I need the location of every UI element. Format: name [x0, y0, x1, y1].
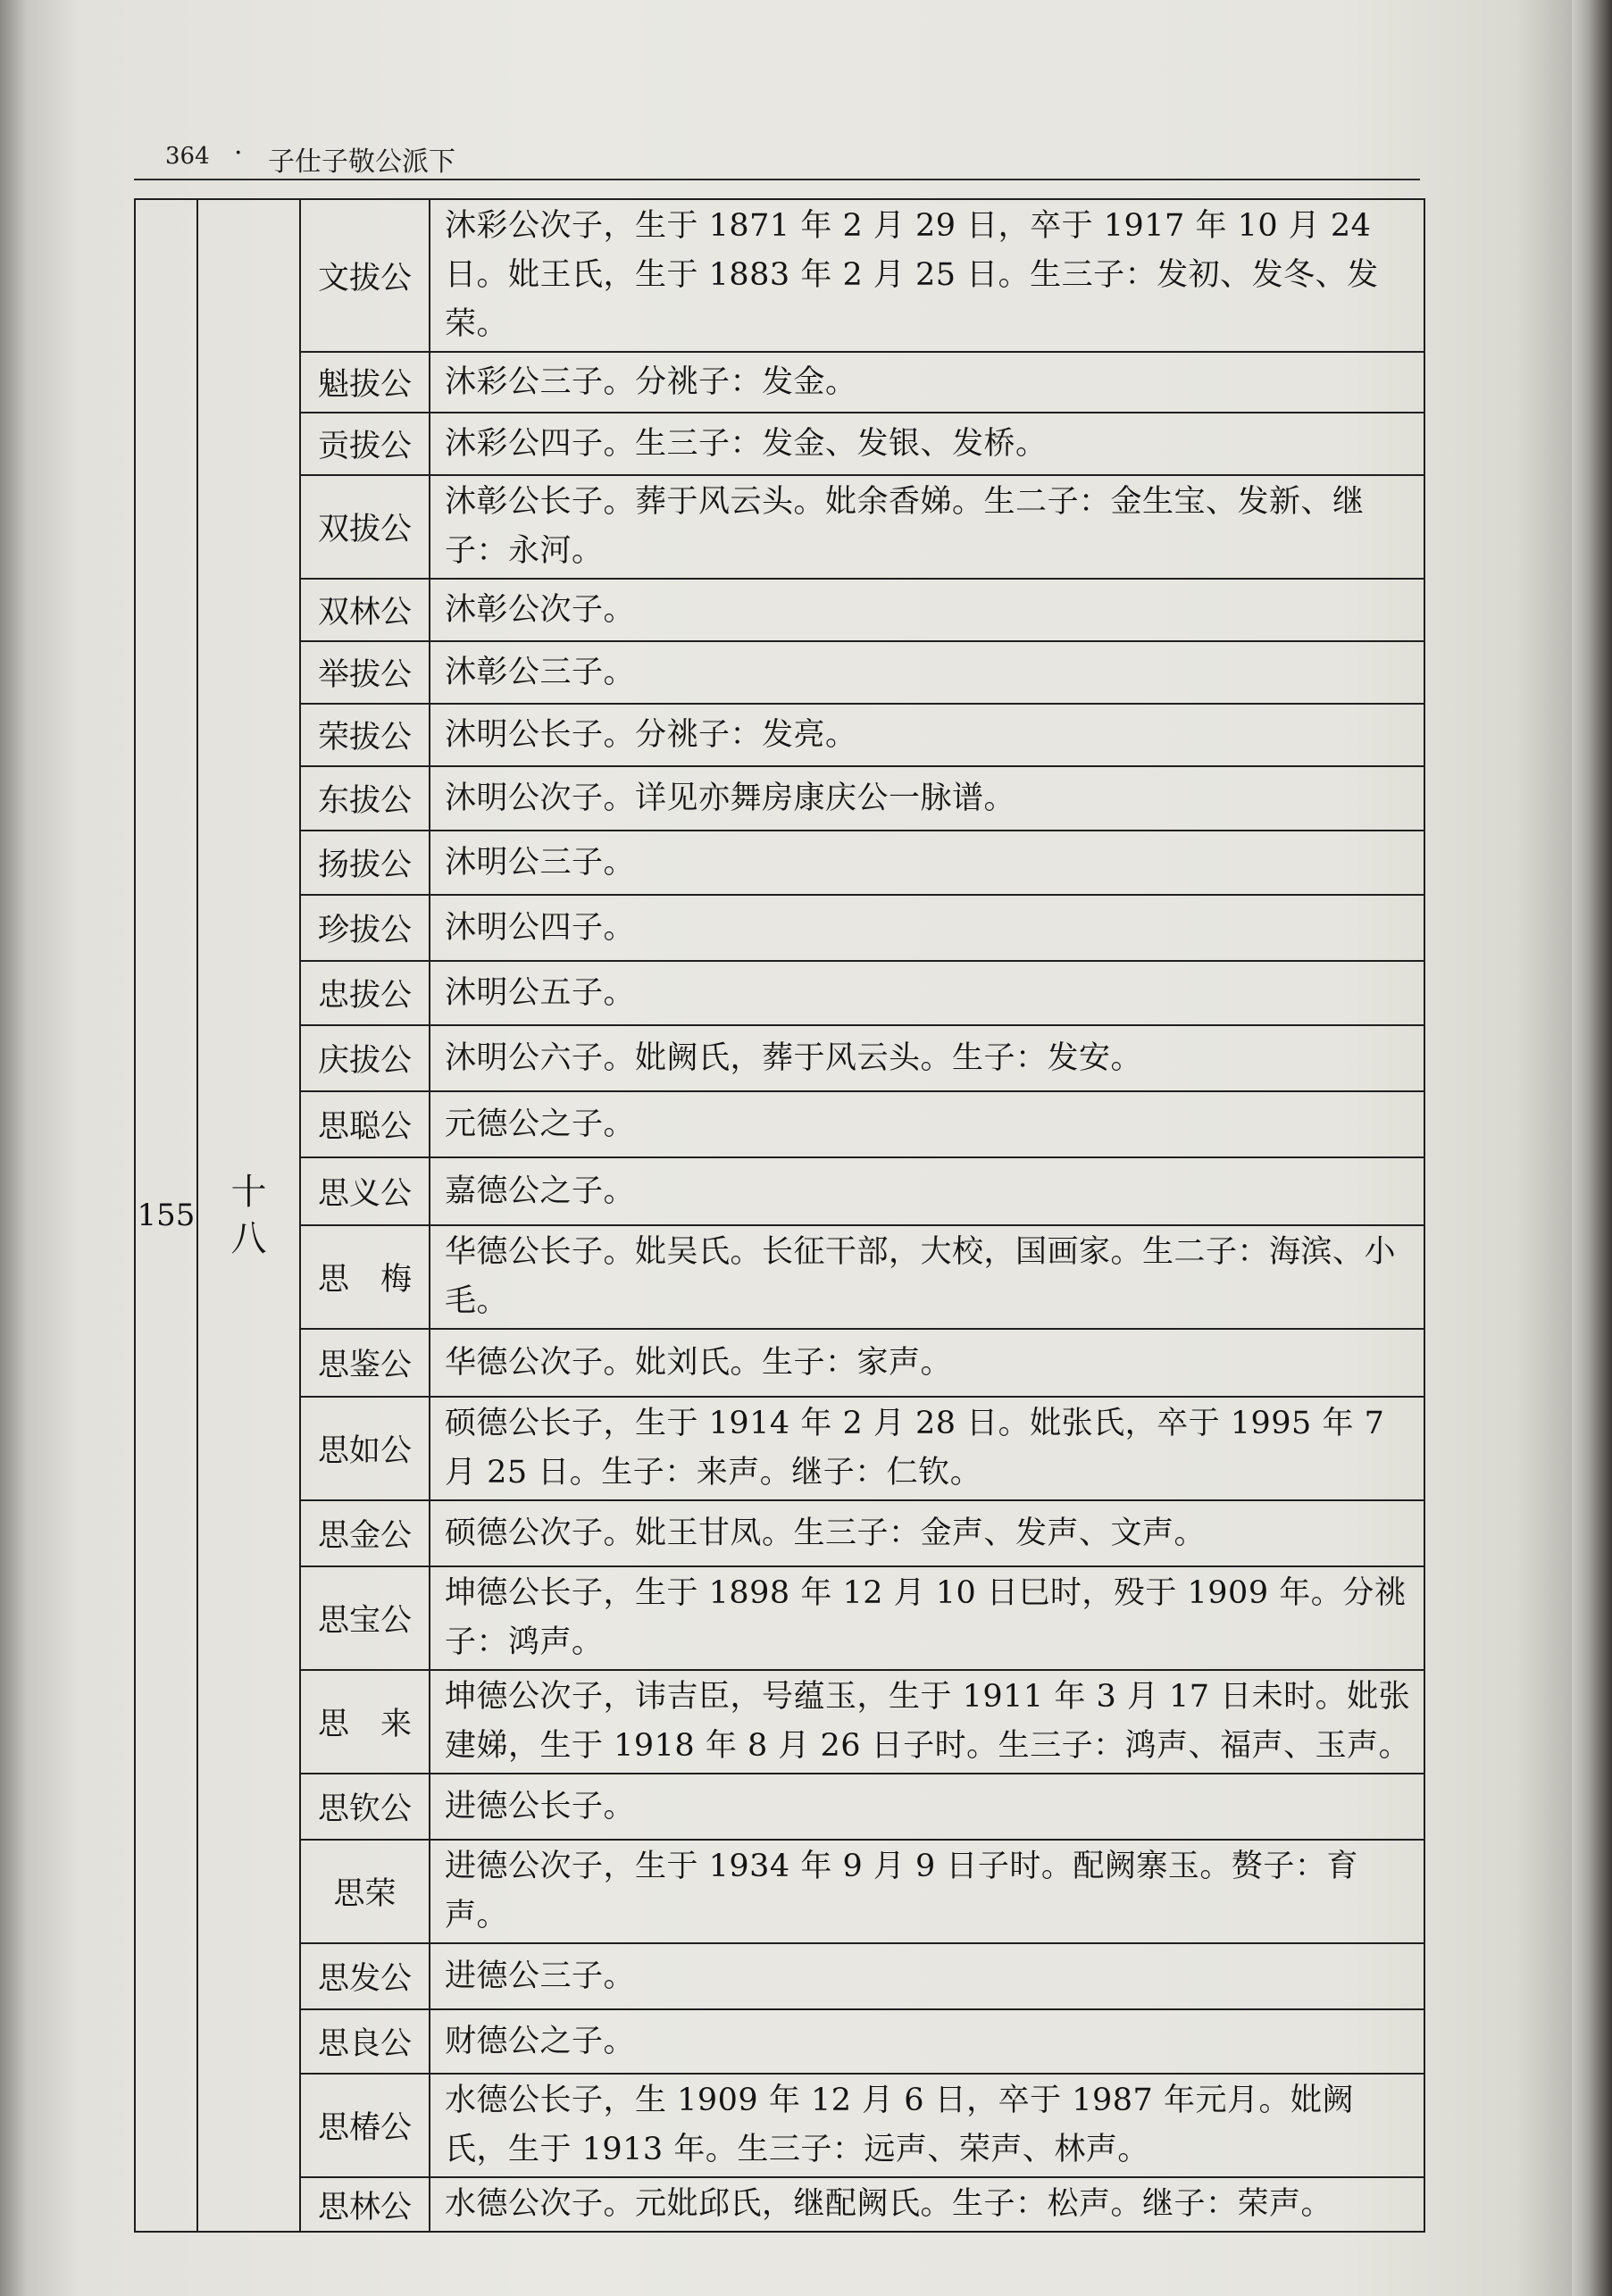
person-description: 沐明公五子。 — [430, 961, 1424, 1025]
person-name: 庆拔公 — [300, 1025, 430, 1091]
person-description: 坤德公次子，讳吉臣，号蕴玉，生于 1911 年 3 月 17 日未时。妣张建娣，生于 1918 年 8 月 26 日子时。生三子：鸿声、福声、玉声。 — [430, 1670, 1424, 1774]
table-row — [135, 1566, 1424, 1670]
person-name: 思如公 — [300, 1397, 430, 1500]
page-number: 364 — [165, 143, 210, 170]
section-title: 子仕子敬公派下 — [268, 146, 455, 178]
person-name: 双拔公 — [300, 475, 430, 579]
person-name: 举拔公 — [300, 641, 430, 704]
person-description: 沐彩公三子。分祧子：发金。 — [430, 352, 1424, 413]
person-description: 沐明公六子。妣阙氏，葬于风云头。生子：发安。 — [430, 1025, 1424, 1091]
person-description: 沐彩公次子，生于 1871 年 2 月 29 日，卒于 1917 年 10 月 24 日。妣王氏，生于 1883 年 2 月 25 日。生三子：发初、发冬、发荣。 — [430, 199, 1424, 352]
table-row — [135, 704, 1424, 766]
person-name: 思鉴公 — [300, 1329, 430, 1397]
person-name: 双林公 — [300, 579, 430, 641]
person-description: 沐明公三子。 — [430, 831, 1424, 895]
table-row — [135, 475, 1424, 579]
table-row — [135, 766, 1424, 831]
table-row — [135, 1774, 1424, 1840]
table-row — [135, 352, 1424, 413]
generation-label: 十八 — [230, 1172, 267, 1259]
person-name: 扬拔公 — [300, 831, 430, 895]
header-separator: · — [234, 138, 243, 169]
table-row — [135, 641, 1424, 704]
table-row — [135, 2177, 1424, 2232]
table-row — [135, 1091, 1424, 1157]
person-description: 沐明公次子。详见亦舞房康庆公一脉谱。 — [430, 766, 1424, 831]
table-row — [135, 831, 1424, 895]
person-name: 思 梅 — [300, 1225, 430, 1329]
table-row — [135, 1397, 1424, 1500]
table-row — [135, 1670, 1424, 1774]
person-description: 进德公次子，生于 1934 年 9 月 9 日子时。配阙寨玉。赘子：育声。 — [430, 1840, 1424, 1943]
generation — [197, 199, 300, 2232]
person-name: 思良公 — [300, 2009, 430, 2074]
genealogy-table — [134, 198, 1425, 2233]
person-description: 嘉德公之子。 — [430, 1157, 1424, 1225]
person-description: 水德公次子。元妣邱氏，继配阙氏。生子：松声。继子：荣声。 — [430, 2177, 1424, 2232]
person-name: 魁拔公 — [300, 352, 430, 413]
person-description: 进德公三子。 — [430, 1943, 1424, 2009]
person-name: 思钦公 — [300, 1774, 430, 1840]
person-description: 硕德公长子，生于 1914 年 2 月 28 日。妣张氏，卒于 1995 年 7 月 25 日。生子：来声。继子：仁钦。 — [430, 1397, 1424, 1500]
table-row — [135, 199, 1424, 352]
person-name: 珍拔公 — [300, 895, 430, 961]
person-name: 思义公 — [300, 1157, 430, 1225]
person-name: 思椿公 — [300, 2074, 430, 2177]
person-name: 文拔公 — [300, 199, 430, 352]
table-row — [135, 413, 1424, 475]
table-row — [135, 2074, 1424, 2177]
table-row — [135, 1225, 1424, 1329]
table-row — [135, 1025, 1424, 1091]
person-description: 进德公长子。 — [430, 1774, 1424, 1840]
table-row — [135, 1329, 1424, 1397]
person-name: 东拔公 — [300, 766, 430, 831]
person-name: 思林公 — [300, 2177, 430, 2232]
table-row — [135, 1157, 1424, 1225]
person-description: 坤德公长子，生于 1898 年 12 月 10 日巳时，殁于 1909 年。分祧子：鸿声。 — [430, 1566, 1424, 1670]
person-name: 思宝公 — [300, 1566, 430, 1670]
person-description: 水德公长子，生 1909 年 12 月 6 日，卒于 1987 年元月。妣阙氏，生于 1913 年。生三子：远声、荣声、林声。 — [430, 2074, 1424, 2177]
person-description: 财德公之子。 — [430, 2009, 1424, 2074]
person-name: 思金公 — [300, 1500, 430, 1566]
table-row — [135, 895, 1424, 961]
page-header — [134, 125, 1420, 180]
table-row — [135, 2009, 1424, 2074]
table-row — [135, 1943, 1424, 2009]
person-name: 贡拔公 — [300, 413, 430, 475]
person-description: 沐明公四子。 — [430, 895, 1424, 961]
person-name: 荣拔公 — [300, 704, 430, 766]
person-description: 华德公长子。妣吴氏。长征干部，大校，国画家。生二子：海滨、小毛。 — [430, 1225, 1424, 1329]
person-name: 思荣 — [300, 1840, 430, 1943]
table-row — [135, 1500, 1424, 1566]
person-name: 思发公 — [300, 1943, 430, 2009]
person-description: 硕德公次子。妣王甘凤。生三子：金声、发声、文声。 — [430, 1500, 1424, 1566]
person-description: 沐彰公次子。 — [430, 579, 1424, 641]
person-name: 忠拔公 — [300, 961, 430, 1025]
person-description: 沐明公长子。分祧子：发亮。 — [430, 704, 1424, 766]
table-row — [135, 1840, 1424, 1943]
person-description: 沐彰公长子。葬于风云头。妣余香娣。生二子：金生宝、发新、继子：永河。 — [430, 475, 1424, 579]
person-description: 华德公次子。妣刘氏。生子：家声。 — [430, 1329, 1424, 1397]
book-spine-edge — [1572, 0, 1612, 2296]
person-description: 沐彩公四子。生三子：发金、发银、发桥。 — [430, 413, 1424, 475]
person-description: 沐彰公三子。 — [430, 641, 1424, 704]
person-name: 思聪公 — [300, 1091, 430, 1157]
table-row — [135, 579, 1424, 641]
person-name: 思 来 — [300, 1670, 430, 1774]
person-description: 元德公之子。 — [430, 1091, 1424, 1157]
group-number: 155 — [135, 199, 197, 2232]
table-row — [135, 961, 1424, 1025]
